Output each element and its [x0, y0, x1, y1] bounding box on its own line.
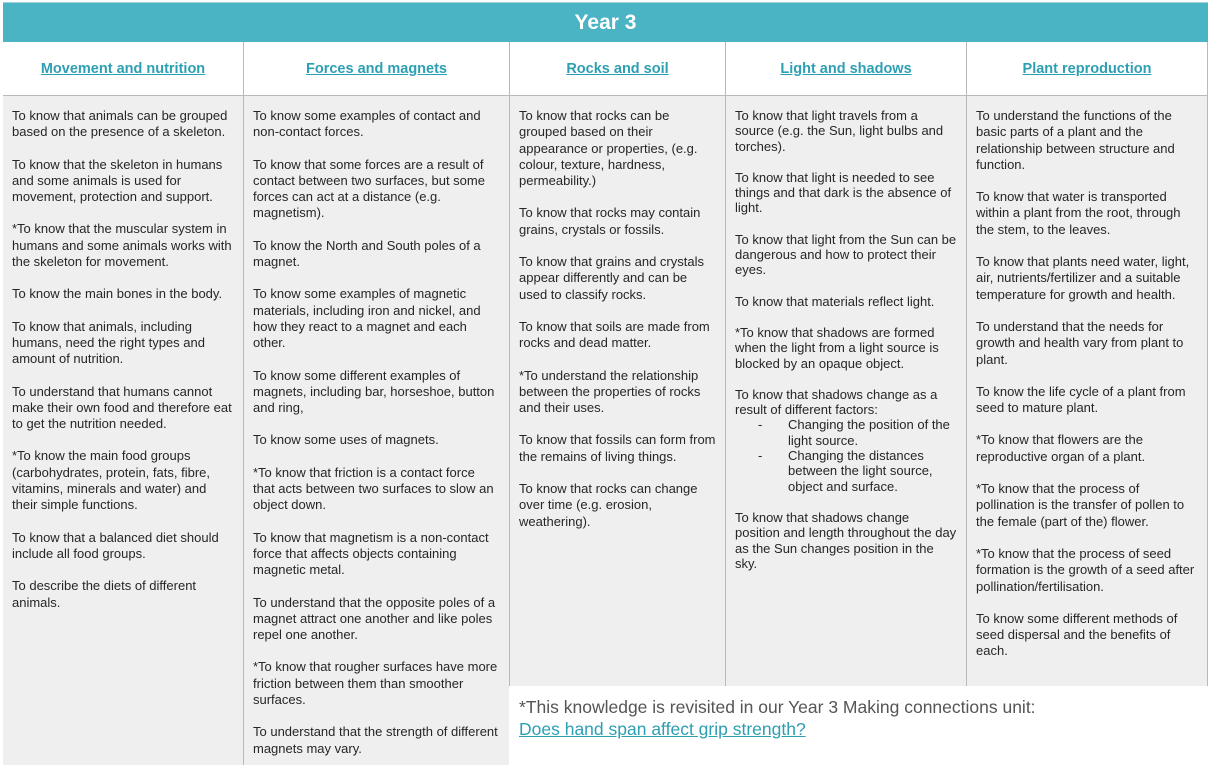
list-item: To describe the diets of different animals.: [12, 578, 197, 610]
list-item: To know that materials reflect light.: [735, 293, 935, 309]
list-item: To know that light travels from a source (e.g. the Sun, light bulbs and torches).: [735, 108, 944, 154]
column-body: [244, 96, 509, 765]
making-connections-link[interactable]: Does hand span affect grip strength?: [519, 719, 806, 739]
list-item: To understand that the needs for growth and health vary from plant to plant.: [976, 318, 1184, 367]
column-heading-link[interactable]: Forces and magnets: [305, 60, 447, 77]
list-item: To know that the skeleton in humans and some animals is used for movement, protection and support.: [12, 156, 223, 205]
list-item: To know that grains and crystals appear differently and can be used to classify rocks.: [519, 254, 704, 302]
column-heading-link[interactable]: Movement and nutrition: [40, 60, 206, 77]
column-body: [510, 96, 725, 686]
column-body: [967, 96, 1207, 686]
note-text: *This knowledge is revisited in our Year 3 Making connections unit:: [519, 697, 1036, 717]
list-item: To know that rocks may contain grains, crystals or fossils.: [519, 205, 701, 237]
column-heading-link[interactable]: Plant reproduction: [1022, 60, 1152, 77]
list-item: *To know that the muscular system in humans and some animals works with the skeleton for movement.: [12, 221, 232, 270]
sub-list-item: - Changing the position of the light source.: [788, 417, 957, 448]
list-item: To know that shadows change position and length throughout the day as the Sun changes position in the sky.: [735, 509, 957, 571]
list-item: To know that fossils can form from the remains of living things.: [519, 432, 716, 464]
list-item: To know some different examples of magnets, including bar, horseshoe, button and ring,: [253, 367, 495, 416]
column-header: [726, 42, 966, 96]
list-item: To know that rocks can be grouped based on their appearance or properties, (e.g. colour, texture, hardness, permeability.): [519, 108, 698, 189]
list-item: *To know the main food groups (carbohydrates, protein, fats, fibre, vitamins, minerals and water) and their simple functions.: [12, 448, 210, 513]
column-plant-reproduction: [967, 42, 1208, 686]
connections-note: [509, 686, 1208, 765]
list-item: To know some examples of magnetic materials, including iron and nickel, and how they react to a magnet and each other.: [253, 286, 481, 351]
list-item: To know the North and South poles of a magnet.: [253, 237, 481, 270]
column-light-shadows: [726, 42, 967, 686]
list-item: To understand the functions of the basic parts of a plant and the relationship between structure and function.: [976, 108, 1175, 172]
column-forces-magnets: [244, 42, 510, 765]
list-item: To know that plants need water, light, air, nutrients/fertilizer and a suitable temperature for growth and health.: [976, 254, 1190, 302]
list-item: To know the life cycle of a plant from seed to mature plant.: [976, 383, 1186, 416]
list-item: To know some different methods of seed dispersal and the benefits of each.: [976, 610, 1178, 659]
column-heading-link[interactable]: Light and shadows: [780, 60, 912, 77]
list-item: To know that soils are made from rocks and dead matter.: [519, 318, 710, 351]
column-header: [244, 42, 509, 96]
column-movement-nutrition: [3, 42, 244, 765]
column-header: [3, 42, 243, 96]
column-body: [726, 96, 966, 686]
sub-list: [735, 417, 957, 493]
list-item: To know the main bones in the body.: [12, 286, 223, 302]
list-item: *To know that the process of seed formation is the growth of a seed after pollination/fertilisation.: [976, 545, 1195, 594]
list-item: To know that animals, including humans, need the right types and amount of nutrition.: [12, 318, 205, 367]
list-item: To know some uses of magnets.: [253, 432, 439, 448]
list-item: To know that water is transported within a plant from the root, through the stem, to the leaves.: [976, 189, 1181, 237]
list-item: *To understand the relationship between the properties of rocks and their uses.: [519, 367, 701, 416]
list-item: To know that rocks can change over time (e.g. erosion, weathering).: [519, 481, 698, 529]
curriculum-table: [3, 2, 1208, 764]
sub-list-item: - Changing the distances between the light source, object and surface.: [788, 448, 957, 494]
list-item: To understand that humans cannot make their own food and therefore eat to get the nutrition needed.: [12, 383, 232, 432]
list-item: To know that light is needed to see things and that dark is the absence of light.: [735, 169, 952, 216]
list-item: *To know that rougher surfaces have more friction between them than smoother surfaces.: [253, 659, 498, 708]
column-body: [3, 96, 243, 765]
column-header: [510, 42, 725, 96]
list-item: To know that shadows change as a result of different factors:: [735, 386, 938, 418]
column-heading-link[interactable]: Rocks and soil: [566, 60, 669, 77]
list-item: To know that some forces are a result of contact between two surfaces, but some forces can act at a distance (e.g. magnetism).: [253, 156, 485, 221]
list-item: To understand that the opposite poles of a magnet attract one another and like poles repel one another.: [253, 594, 496, 643]
list-item: *To know that flowers are the reproductive organ of a plant.: [976, 432, 1146, 464]
list-item: *To know that the process of pollination is the transfer of pollen to the female (part of the) flower.: [976, 481, 1185, 529]
list-item: *To know that shadows are formed when the light from a light source is blocked by an opaque object.: [735, 324, 939, 371]
list-item: To know that a balanced diet should include all food groups.: [12, 529, 219, 561]
list-item: To understand that the strength of different magnets may vary.: [253, 724, 498, 756]
column-rocks-soil: [510, 42, 726, 686]
list-item: To know that magnetism is a non-contact force that affects objects containing magnetic metal.: [253, 529, 489, 578]
page-title: Year 3: [3, 2, 1208, 42]
list-item: To know that animals can be grouped based on the presence of a skeleton.: [12, 108, 228, 140]
list-item: *To know that friction is a contact force that acts between two surfaces to slow an object down.: [253, 464, 494, 513]
list-item: To know that light from the Sun can be dangerous and how to protect their eyes.: [735, 231, 957, 278]
column-header: [967, 42, 1207, 96]
list-item: To know some examples of contact and non-contact forces.: [253, 108, 481, 140]
